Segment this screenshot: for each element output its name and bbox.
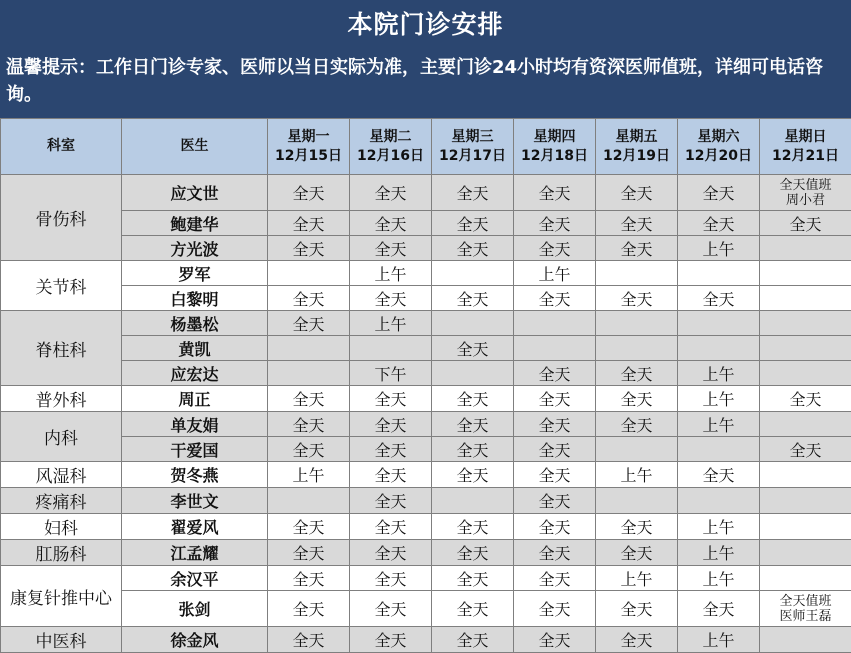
schedule-cell [432, 261, 514, 286]
schedule-cell [760, 566, 851, 591]
schedule-cell: 全天 [432, 566, 514, 591]
schedule-cell [760, 361, 851, 386]
schedule-cell: 全天 [678, 462, 760, 488]
table-row [1, 566, 851, 591]
schedule-cell: 全天 [268, 386, 350, 412]
schedule-cell: 全天 [514, 591, 596, 627]
doctor-cell: 应文世 [122, 175, 268, 211]
header-day-tue [350, 119, 432, 175]
schedule-cell: 全天 [268, 437, 350, 462]
doctor-cell: 李世文 [122, 488, 268, 514]
schedule-cell [760, 286, 851, 311]
schedule-cell: 全天 [514, 514, 596, 540]
department-cell: 关节科 [1, 261, 122, 311]
schedule-cell: 全天 [514, 462, 596, 488]
schedule-cell: 下午 [350, 361, 432, 386]
weekday-label: 星期四 [534, 129, 576, 145]
date-label: 12月19日 [603, 148, 670, 164]
schedule-cell: 全天 [596, 236, 678, 261]
schedule-cell: 全天 [350, 286, 432, 311]
schedule-cell: 全天 [432, 591, 514, 627]
header-day-sun [760, 119, 851, 175]
department-cell: 康复针推中心 [1, 566, 122, 627]
department-cell: 脊柱科 [1, 311, 122, 386]
doctor-cell: 应宏达 [122, 361, 268, 386]
schedule-cell: 全天 [760, 211, 851, 236]
doctor-cell: 徐金风 [122, 627, 268, 653]
schedule-cell: 全天 [596, 412, 678, 437]
doctor-cell: 鲍建华 [122, 211, 268, 236]
schedule-cell: 全天 [514, 286, 596, 311]
schedule-cell [678, 488, 760, 514]
date-label: 12月20日 [685, 148, 752, 164]
header-doctor: 医生 [122, 119, 268, 175]
schedule-cell: 全天 [350, 566, 432, 591]
schedule-cell: 上午 [678, 236, 760, 261]
schedule-cell: 全天 [596, 386, 678, 412]
schedule-cell: 全天 [596, 361, 678, 386]
schedule-cell: 全天 [760, 437, 851, 462]
schedule-cell: 上午 [678, 566, 760, 591]
schedule-cell: 全天 [432, 386, 514, 412]
department-cell: 妇科 [1, 514, 122, 540]
department-cell: 疼痛科 [1, 488, 122, 514]
table-row [1, 211, 851, 236]
table-row [1, 175, 851, 211]
schedule-cell: 全天 [350, 211, 432, 236]
header-day-wed [432, 119, 514, 175]
schedule-cell: 上午 [678, 627, 760, 653]
schedule-cell [678, 336, 760, 361]
schedule-cell: 全天 [350, 514, 432, 540]
schedule-cell: 全天 [596, 211, 678, 236]
doctor-cell: 余汉平 [122, 566, 268, 591]
schedule-cell: 全天 [514, 437, 596, 462]
doctor-cell: 翟爱风 [122, 514, 268, 540]
schedule-cell: 全天 [268, 591, 350, 627]
schedule-cell: 全天 [268, 175, 350, 211]
schedule-cell: 全天 [350, 462, 432, 488]
schedule-cell [760, 336, 851, 361]
schedule-cell: 全天 [514, 412, 596, 437]
schedule-cell: 上午 [596, 462, 678, 488]
schedule-cell: 上午 [678, 514, 760, 540]
schedule-cell: 全天 [596, 540, 678, 566]
schedule-cell: 全天 [268, 566, 350, 591]
schedule-body [1, 175, 851, 653]
table-row [1, 462, 851, 488]
table-row [1, 261, 851, 286]
schedule-cell [432, 488, 514, 514]
header-dept: 科室 [1, 119, 122, 175]
schedule-cell [514, 311, 596, 336]
weekday-label: 星期一 [288, 129, 330, 145]
schedule-cell: 全天 [596, 591, 678, 627]
schedule-cell: 全天 [514, 175, 596, 211]
table-row [1, 311, 851, 336]
schedule-cell [678, 437, 760, 462]
schedule-cell [432, 361, 514, 386]
schedule-cell: 全天 [350, 412, 432, 437]
weekday-label: 星期二 [370, 129, 412, 145]
schedule-cell: 全天值班 医师王磊 [760, 591, 851, 627]
schedule-cell: 全天 [678, 175, 760, 211]
schedule-cell: 全天 [514, 236, 596, 261]
doctor-cell: 黄凯 [122, 336, 268, 361]
schedule-cell: 上午 [596, 566, 678, 591]
doctor-cell: 干爱国 [122, 437, 268, 462]
schedule-cell: 上午 [678, 540, 760, 566]
schedule-table [0, 118, 851, 653]
table-row [1, 627, 851, 653]
schedule-cell [760, 236, 851, 261]
weekday-label: 星期六 [698, 129, 740, 145]
schedule-cell: 全天 [350, 236, 432, 261]
schedule-cell: 全天 [350, 627, 432, 653]
doctor-cell: 周正 [122, 386, 268, 412]
schedule-cell: 全天 [514, 627, 596, 653]
schedule-cell: 全天 [350, 386, 432, 412]
schedule-cell: 全天 [350, 591, 432, 627]
schedule-cell: 上午 [514, 261, 596, 286]
weekday-label: 星期三 [452, 129, 494, 145]
schedule-cell: 全天 [514, 386, 596, 412]
schedule-cell: 全天 [432, 286, 514, 311]
schedule-cell [268, 361, 350, 386]
schedule-cell [596, 261, 678, 286]
schedule-cell [514, 336, 596, 361]
schedule-cell: 全天 [596, 514, 678, 540]
schedule-cell: 全天 [432, 412, 514, 437]
schedule-cell [268, 261, 350, 286]
schedule-cell: 全天 [514, 211, 596, 236]
schedule-cell: 全天 [268, 236, 350, 261]
schedule-cell: 全天 [678, 211, 760, 236]
schedule-cell: 全天 [432, 211, 514, 236]
doctor-cell: 贺冬燕 [122, 462, 268, 488]
schedule-cell: 全天 [432, 514, 514, 540]
table-row [1, 437, 851, 462]
schedule-cell: 全天 [350, 540, 432, 566]
department-cell: 内科 [1, 412, 122, 462]
schedule-cell [760, 261, 851, 286]
table-row [1, 336, 851, 361]
schedule-cell [760, 462, 851, 488]
schedule-cell [760, 488, 851, 514]
table-row [1, 540, 851, 566]
schedule-cell: 全天 [268, 627, 350, 653]
department-cell: 普外科 [1, 386, 122, 412]
schedule-cell: 全天 [268, 412, 350, 437]
schedule-cell: 上午 [268, 462, 350, 488]
schedule-cell [596, 336, 678, 361]
schedule-cell [596, 488, 678, 514]
schedule-cell [596, 311, 678, 336]
schedule-cell: 全天 [514, 488, 596, 514]
schedule-cell: 全天 [596, 627, 678, 653]
doctor-cell: 单友娟 [122, 412, 268, 437]
schedule-cell: 全天 [596, 175, 678, 211]
notice-text: 温馨提示：工作日门诊专家、医师以当日实际为准，主要门诊24小时均有资深医师值班，详细可电话咨询。 [0, 46, 851, 118]
header-day-fri [596, 119, 678, 175]
department-cell: 风湿科 [1, 462, 122, 488]
doctor-cell: 江孟耀 [122, 540, 268, 566]
department-cell: 肛肠科 [1, 540, 122, 566]
table-row [1, 236, 851, 261]
schedule-cell [596, 437, 678, 462]
department-cell: 骨伤科 [1, 175, 122, 261]
date-label: 12月16日 [357, 148, 424, 164]
weekday-label: 星期五 [616, 129, 658, 145]
schedule-cell: 全天 [514, 540, 596, 566]
date-label: 12月18日 [521, 148, 588, 164]
schedule-cell [760, 540, 851, 566]
schedule-cell: 上午 [350, 311, 432, 336]
schedule-cell: 全天 [268, 540, 350, 566]
schedule-cell: 全天 [350, 175, 432, 211]
schedule-cell [678, 311, 760, 336]
weekday-label: 星期日 [785, 129, 827, 145]
schedule-cell: 全天 [432, 437, 514, 462]
header-row [1, 119, 851, 175]
schedule-cell: 全天 [432, 627, 514, 653]
date-label: 12月17日 [439, 148, 506, 164]
schedule-cell: 全天 [268, 311, 350, 336]
date-label: 12月15日 [275, 148, 342, 164]
table-row [1, 591, 851, 627]
department-cell: 中医科 [1, 627, 122, 653]
date-label: 12月21日 [772, 148, 839, 164]
schedule-cell [268, 336, 350, 361]
schedule-cell: 全天 [514, 566, 596, 591]
schedule-cell: 全天 [432, 175, 514, 211]
doctor-cell: 罗军 [122, 261, 268, 286]
schedule-cell: 全天 [268, 286, 350, 311]
schedule-cell: 全天 [514, 361, 596, 386]
schedule-cell: 全天 [678, 591, 760, 627]
schedule-cell: 全天 [432, 336, 514, 361]
schedule-cell [678, 261, 760, 286]
schedule-cell [350, 336, 432, 361]
schedule-cell: 上午 [678, 412, 760, 437]
header-day-sat [678, 119, 760, 175]
schedule-cell [432, 311, 514, 336]
schedule-cell [760, 412, 851, 437]
schedule-cell: 全天 [596, 286, 678, 311]
schedule-cell: 全天 [432, 236, 514, 261]
doctor-cell: 方光波 [122, 236, 268, 261]
doctor-cell: 白黎明 [122, 286, 268, 311]
schedule-cell: 全天 [432, 462, 514, 488]
table-row [1, 488, 851, 514]
schedule-cell [760, 311, 851, 336]
schedule-cell [760, 514, 851, 540]
header-day-thu [514, 119, 596, 175]
schedule-cell: 全天 [350, 437, 432, 462]
doctor-cell: 杨墨松 [122, 311, 268, 336]
schedule-cell [760, 627, 851, 653]
schedule-cell: 全天 [268, 514, 350, 540]
schedule-cell: 上午 [350, 261, 432, 286]
schedule-cell: 全天 [350, 488, 432, 514]
schedule-cell: 上午 [678, 361, 760, 386]
schedule-cell [268, 488, 350, 514]
schedule-cell: 全天 [760, 386, 851, 412]
table-row [1, 361, 851, 386]
table-row [1, 286, 851, 311]
table-row [1, 386, 851, 412]
schedule-cell: 全天值班 周小君 [760, 175, 851, 211]
table-row [1, 412, 851, 437]
table-row [1, 514, 851, 540]
schedule-cell: 全天 [678, 286, 760, 311]
schedule-cell: 全天 [268, 211, 350, 236]
schedule-cell: 上午 [678, 386, 760, 412]
header-day-mon [268, 119, 350, 175]
schedule-cell: 全天 [432, 540, 514, 566]
page-title: 本院门诊安排 [0, 0, 851, 46]
doctor-cell: 张剑 [122, 591, 268, 627]
